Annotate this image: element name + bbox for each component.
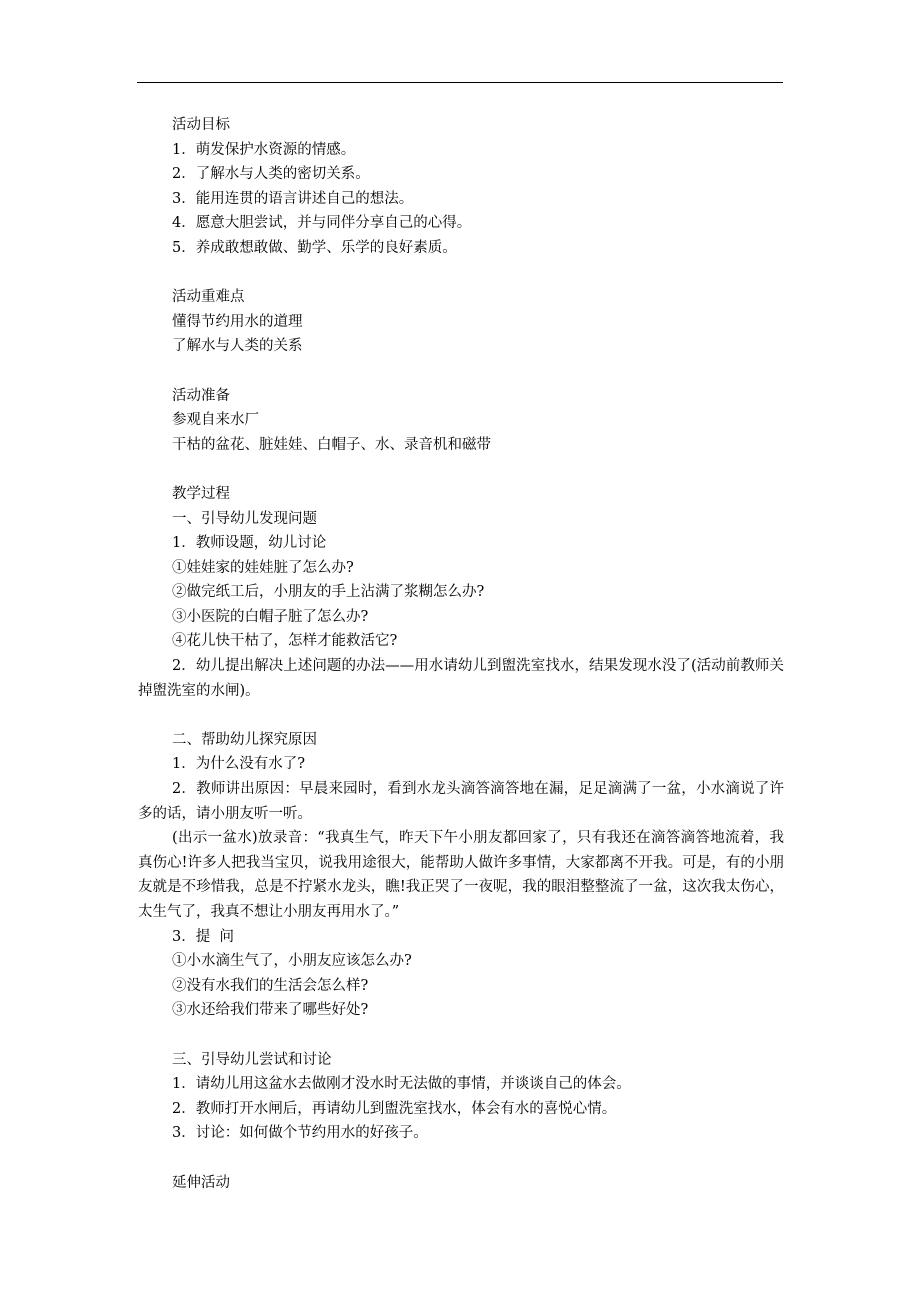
process-part1-step2: 2．幼儿提出解决上述问题的办法——用水请幼儿到盥洗室找水，结果发现水没了(活动前教师关掉盥洗室的水闸)。 xyxy=(138,658,784,699)
process-question: ①小水滴生气了，小朋友应该怎么办? xyxy=(172,953,412,970)
process-part2-step1: 1．为什么没有水了? xyxy=(172,756,305,773)
process-part3-item: 2．教师打开水闸后，再请幼儿到盥洗室找水，体会有水的喜悦心情。 xyxy=(172,1100,617,1117)
key-point-item: 懂得节约用水的道理 xyxy=(172,313,303,330)
goal-item: 5．养成敢想敢做、勤学、乐学的良好素质。 xyxy=(172,239,457,256)
process-question: ③小医院的白帽子脏了怎么办? xyxy=(172,608,369,625)
preparation-item: 干枯的盆花、脏娃娃、白帽子、水、录音机和磁带 xyxy=(172,436,491,453)
process-part2-heading: 二、帮助幼儿探究原因 xyxy=(172,731,317,748)
process-part2-step3: 3．提 问 xyxy=(172,928,234,945)
process-part3-heading: 三、引导幼儿尝试和讨论 xyxy=(172,1051,332,1068)
goal-item: 4．愿意大胆尝试，并与同伴分享自己的心得。 xyxy=(172,215,472,232)
section-title-extension: 延伸活动 xyxy=(172,1174,230,1191)
process-question: ③水还给我们带来了哪些好处? xyxy=(172,1002,369,1019)
process-part1-heading: 一、引导幼儿发现问题 xyxy=(172,510,317,527)
process-question: ①娃娃家的娃娃脏了怎么办? xyxy=(172,559,354,576)
process-question: ②没有水我们的生活会怎么样? xyxy=(172,977,369,994)
goal-item: 2．了解水与人类的密切关系。 xyxy=(172,166,370,183)
process-part3-item: 1．请幼儿用这盆水去做刚才没水时无法做的事情，并谈谈自己的体会。 xyxy=(172,1076,631,1093)
process-part2-recording: (出示一盆水)放录音：“我真生气，昨天下午小朋友都回家了，只有我还在滴答滴答地流着，我真伤心!许多人把我当宝贝，说我用途很大，能帮助人做许多事情，大家都离不开我。可是，有的小朋友就是不珍惜我，总是不拧紧水龙头，瞧!我正哭了一夜呢，我的眼泪整整流了一盆，这次我太伤心，太生气了，我真不想让小朋友再用水了。” xyxy=(138,830,784,920)
header-rule xyxy=(137,82,783,83)
process-part1-step1: 1．教师设题，幼儿讨论 xyxy=(172,535,327,552)
goal-item: 3．能用连贯的语言讲述自己的想法。 xyxy=(172,190,414,207)
key-point-item: 了解水与人类的关系 xyxy=(172,338,303,355)
process-part3-item: 3．讨论：如何做个节约用水的好孩子。 xyxy=(172,1125,428,1142)
section-title-process: 教学过程 xyxy=(172,485,230,502)
process-question: ④花儿快干枯了，怎样才能救活它? xyxy=(172,633,398,650)
section-title-key-points: 活动重难点 xyxy=(172,289,245,306)
section-title-goals: 活动目标 xyxy=(172,117,230,133)
document-body xyxy=(138,113,784,1195)
process-part2-step2: 2．教师讲出原因：早晨来园时，看到水龙头滴答滴答地在漏，足足滴满了一盆，小水滴说了许多的话，请小朋友听一听。 xyxy=(138,781,784,822)
section-title-preparation: 活动准备 xyxy=(172,387,230,404)
preparation-item: 参观自来水厂 xyxy=(172,412,259,429)
goal-item: 1．萌发保护水资源的情感。 xyxy=(172,141,356,158)
process-question: ②做完纸工后，小朋友的手上沾满了浆糊怎么办? xyxy=(172,584,485,601)
